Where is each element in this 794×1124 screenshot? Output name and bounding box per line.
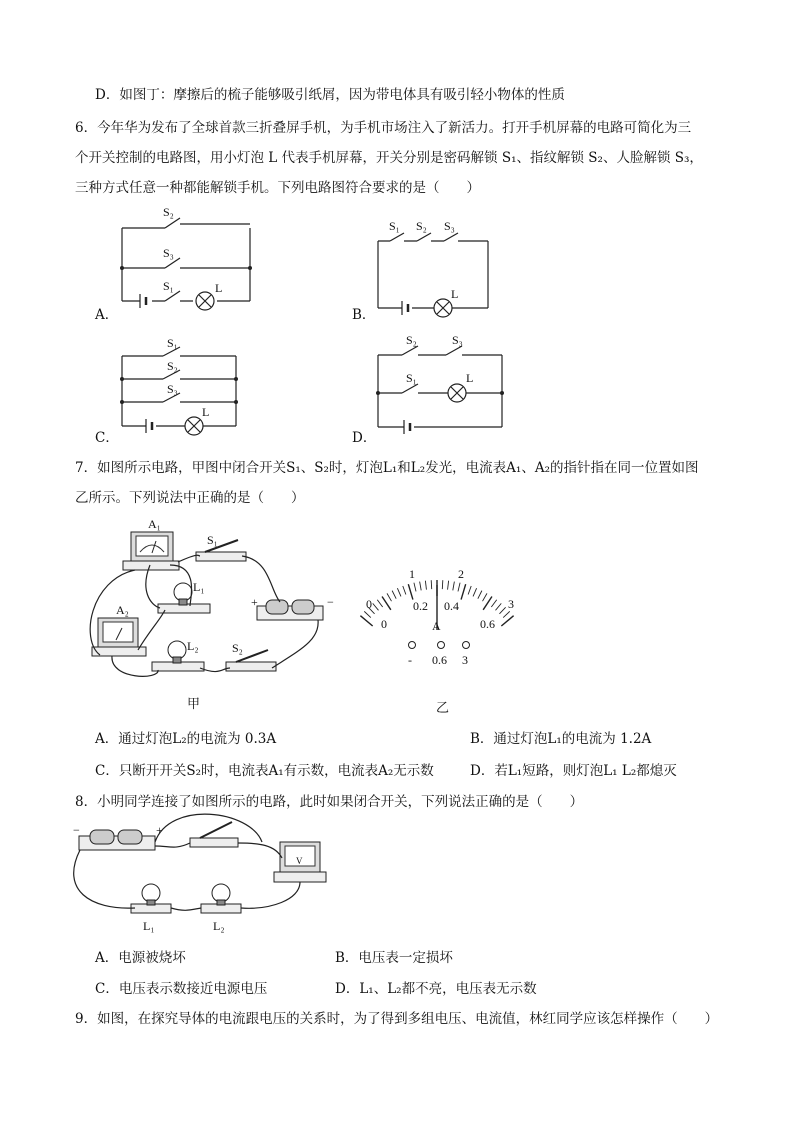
dial-top-1: 1 <box>409 567 415 581</box>
q8-option-c: C．电压表示数接近电源电压 <box>95 981 268 997</box>
q6-label-d: D． <box>352 430 377 446</box>
q5-option-d: D．如图丁：摩擦后的梳子能够吸引纸屑，因为带电体具有吸引轻小物体的性质 <box>95 87 565 103</box>
dial-top-0: 0 <box>366 597 372 611</box>
dial-top-3: 3 <box>508 597 514 611</box>
caption-yi: 乙 <box>436 701 450 716</box>
q8-option-b: B．电压表一定损坏 <box>335 950 453 966</box>
battery-plus: + <box>251 595 258 609</box>
q8-battery-minus: − <box>73 823 80 837</box>
l2-label: L₂ <box>187 639 199 653</box>
dial-bottom-0: 0 <box>381 617 387 631</box>
q8-option-d: D．L₁、L₂都不亮，电压表无示数 <box>335 981 537 997</box>
a-lamp-label: L <box>215 281 223 295</box>
q8-stem-line1: 8．小明同学连接了如图所示的电路，此时如果闭合开关，下列说法正确的是（ ） <box>75 794 584 810</box>
l1-label: L₁ <box>193 580 205 594</box>
voltmeter-label: V <box>296 856 303 866</box>
d-s3-label: S₃ <box>452 333 463 347</box>
q7-stem-line1: 7．如图所示电路，甲图中闭合开关S₁、S₂时，灯泡L₁和L₂发光，电流表A₁、A₂的指针指在同一位置如图 <box>75 460 699 476</box>
d-s2-label: S₂ <box>406 333 417 347</box>
b-s3-label: S₃ <box>444 219 455 233</box>
s1-label: S₁ <box>207 533 218 547</box>
d-s1-label: S₁ <box>406 371 417 385</box>
q8-switch <box>190 838 238 847</box>
b-s1-label: S₁ <box>389 219 400 233</box>
q8-battery-plus: + <box>156 823 163 837</box>
q7-option-d: D．若L₁短路，则灯泡L₁ L₂都熄灭 <box>470 763 677 779</box>
a2-label: A₂ <box>116 603 129 617</box>
q6-stem-line2: 个开关控制的电路图，用小灯泡 L 代表手机屏幕，开关分别是密码解锁 S₁、指纹解锁 S₂、人脸解锁 S₃， <box>75 150 703 166</box>
c-s3-label: S₃ <box>167 382 178 396</box>
q6-label-c: C． <box>95 430 119 446</box>
d-lamp-label: L <box>466 371 474 385</box>
b-lamp-label: L <box>451 287 459 301</box>
b-s2-label: S₂ <box>416 219 427 233</box>
battery-minus: − <box>327 595 334 609</box>
a-s2-label: S₂ <box>163 205 174 219</box>
q6-label-a: A． <box>95 307 119 323</box>
a-s3-label: S₃ <box>163 246 174 260</box>
q6-label-b: B． <box>352 307 376 323</box>
a-s1-label: S₁ <box>163 279 174 293</box>
dial-top-2: 2 <box>458 567 464 581</box>
q8-l2-label: L₂ <box>213 919 225 933</box>
terminal-3: 3 <box>462 653 468 667</box>
q7-option-b: B．通过灯泡L₁的电流为 1.2A <box>470 731 652 747</box>
dial-bottom-1: 0.2 <box>413 599 428 613</box>
q8-l1-label: L₁ <box>143 919 155 933</box>
c-lamp-label: L <box>202 405 210 419</box>
q7-stem-line2: 乙所示。下列说法中正确的是（ ） <box>75 490 305 506</box>
dial-bottom-3: 0.6 <box>480 617 495 631</box>
c-s1-label: S₁ <box>167 336 178 350</box>
caption-jia: 甲 <box>187 697 201 712</box>
q6-stem-line1: 6．今年华为发布了全球首款三折叠屏手机，为手机市场注入了新活力。打开手机屏幕的电路可简化为三 <box>75 120 692 136</box>
terminal-neg: - <box>408 653 412 667</box>
q7-option-c: C．只断开开关S₂时，电流表A₁有示数，电流表A₂无示数 <box>95 763 434 779</box>
c-s2-label: S₂ <box>167 359 178 373</box>
dial-unit: A <box>432 619 441 633</box>
s2-label: S₂ <box>232 641 243 655</box>
dial-bottom-2: 0.4 <box>444 599 459 613</box>
q8-option-a: A．电源被烧坏 <box>95 950 186 966</box>
q7-option-a: A．通过灯泡L₂的电流为 0.3A <box>95 731 277 747</box>
a1-label: A₁ <box>148 517 161 531</box>
q9-stem-line1: 9．如图，在探究导体的电流跟电压的关系时，为了得到多组电压、电流值，林红同学应该怎样操作（ ） <box>75 1011 719 1027</box>
terminal-06: 0.6 <box>432 653 447 667</box>
q6-stem-line3: 三种方式任意一种都能解锁手机。下列电路图符合要求的是（ ） <box>75 180 480 196</box>
